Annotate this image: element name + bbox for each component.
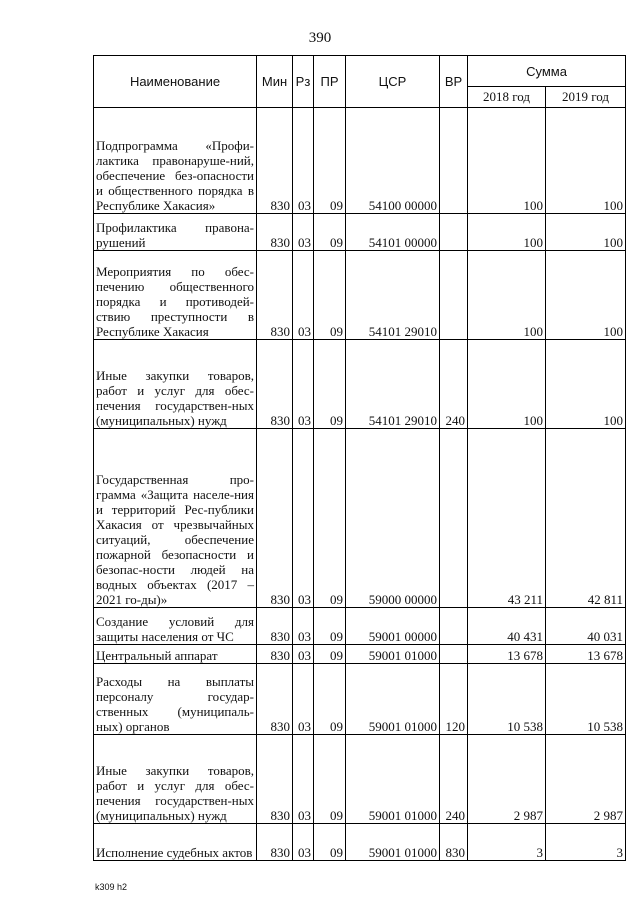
table-row [94, 340, 626, 429]
row-rz: 03 [293, 214, 314, 251]
row-csr: 59001 01000 [346, 664, 440, 735]
row-csr: 54101 29010 [346, 340, 440, 429]
row-name: Профилактика правона-рушений [94, 214, 257, 251]
row-sum-2018: 13 678 [468, 645, 546, 664]
header-vr: ВР [440, 56, 468, 108]
row-pr: 09 [314, 214, 346, 251]
row-sum-2019: 100 [546, 340, 626, 429]
row-min: 830 [257, 214, 293, 251]
row-name: Государственная про-грамма «Защита населе-ния и территорий Рес-публики Хакасия от чрезвычайных ситуаций, обеспечение пожарной безопасности и безопас-ности людей на водных объектах (2017 – 2021 го-ды)» [94, 429, 257, 608]
row-pr: 09 [314, 108, 346, 214]
header-rz: Рз [293, 56, 314, 108]
row-csr: 59001 01000 [346, 645, 440, 664]
row-vr: 240 [440, 735, 468, 824]
page-number: 390 [308, 30, 332, 46]
row-pr: 09 [314, 645, 346, 664]
row-pr: 09 [314, 340, 346, 429]
row-name: Иные закупки товаров, работ и услуг для обес-печения государствен-ных (муниципальных) нужд [94, 340, 257, 429]
row-sum-2018: 10 538 [468, 664, 546, 735]
row-name: Подпрограмма «Профи-лактика правонаруше-ний, обеспечение без-опасности и общественного порядка в Республике Хакасия» [94, 108, 257, 214]
header-sum: Сумма [468, 56, 626, 87]
row-min: 830 [257, 645, 293, 664]
row-sum-2019: 100 [546, 251, 626, 340]
row-vr [440, 251, 468, 340]
row-vr: 120 [440, 664, 468, 735]
row-rz: 03 [293, 340, 314, 429]
row-sum-2019: 13 678 [546, 645, 626, 664]
row-sum-2018: 100 [468, 214, 546, 251]
row-vr [440, 214, 468, 251]
header-min: Мин [257, 56, 293, 108]
row-name: Иные закупки товаров, работ и услуг для обес-печения государствен-ных (муниципальных) нужд [94, 735, 257, 824]
row-rz: 03 [293, 251, 314, 340]
table-row [94, 824, 626, 861]
table-row [94, 108, 626, 214]
row-sum-2018: 100 [468, 251, 546, 340]
row-csr: 54101 00000 [346, 214, 440, 251]
table-row [94, 429, 626, 608]
row-rz: 03 [293, 664, 314, 735]
row-min: 830 [257, 429, 293, 608]
row-rz: 03 [293, 824, 314, 861]
row-sum-2019: 10 538 [546, 664, 626, 735]
row-vr [440, 608, 468, 645]
row-name: Исполнение судебных актов [94, 824, 257, 861]
row-name: Мероприятия по обес-печению общественного порядка и противодей-ствию преступности в Республике Хакасия [94, 251, 257, 340]
row-sum-2018: 100 [468, 108, 546, 214]
row-pr: 09 [314, 429, 346, 608]
row-csr: 59001 00000 [346, 608, 440, 645]
row-min: 830 [257, 824, 293, 861]
row-csr: 54100 00000 [346, 108, 440, 214]
table-row [94, 608, 626, 645]
row-csr: 59001 01000 [346, 824, 440, 861]
row-vr: 830 [440, 824, 468, 861]
row-sum-2018: 40 431 [468, 608, 546, 645]
row-csr: 59000 00000 [346, 429, 440, 608]
row-rz: 03 [293, 645, 314, 664]
row-vr [440, 645, 468, 664]
footer-code: k309 h2 [95, 882, 128, 892]
row-rz: 03 [293, 735, 314, 824]
row-min: 830 [257, 108, 293, 214]
table-row [94, 664, 626, 735]
row-sum-2019: 100 [546, 214, 626, 251]
row-pr: 09 [314, 664, 346, 735]
row-rz: 03 [293, 608, 314, 645]
header-csr: ЦСР [346, 56, 440, 108]
header-year-2018: 2018 год [468, 87, 546, 108]
row-csr: 54101 29010 [346, 251, 440, 340]
row-pr: 09 [314, 608, 346, 645]
header-year-2019: 2019 год [546, 87, 626, 108]
row-rz: 03 [293, 108, 314, 214]
row-name: Создание условий для защиты населения от ЧС [94, 608, 257, 645]
table-row [94, 735, 626, 824]
row-vr [440, 429, 468, 608]
row-vr [440, 108, 468, 214]
row-name: Расходы на выплаты персоналу государ-ственных (муниципаль-ных) органов [94, 664, 257, 735]
row-rz: 03 [293, 429, 314, 608]
budget-table [93, 55, 626, 861]
table-row [94, 645, 626, 664]
row-sum-2018: 100 [468, 340, 546, 429]
row-sum-2019: 42 811 [546, 429, 626, 608]
row-min: 830 [257, 608, 293, 645]
row-pr: 09 [314, 251, 346, 340]
row-vr: 240 [440, 340, 468, 429]
table-row [94, 214, 626, 251]
row-min: 830 [257, 735, 293, 824]
row-sum-2019: 3 [546, 824, 626, 861]
row-csr: 59001 01000 [346, 735, 440, 824]
row-sum-2019: 2 987 [546, 735, 626, 824]
row-sum-2018: 3 [468, 824, 546, 861]
row-pr: 09 [314, 824, 346, 861]
row-name: Центральный аппарат [94, 645, 257, 664]
row-min: 830 [257, 340, 293, 429]
row-sum-2019: 100 [546, 108, 626, 214]
header-pr: ПР [314, 56, 346, 108]
row-min: 830 [257, 251, 293, 340]
row-pr: 09 [314, 735, 346, 824]
row-min: 830 [257, 664, 293, 735]
row-sum-2018: 43 211 [468, 429, 546, 608]
table-row [94, 251, 626, 340]
row-sum-2019: 40 031 [546, 608, 626, 645]
header-name: Наименование [94, 56, 257, 108]
row-sum-2018: 2 987 [468, 735, 546, 824]
